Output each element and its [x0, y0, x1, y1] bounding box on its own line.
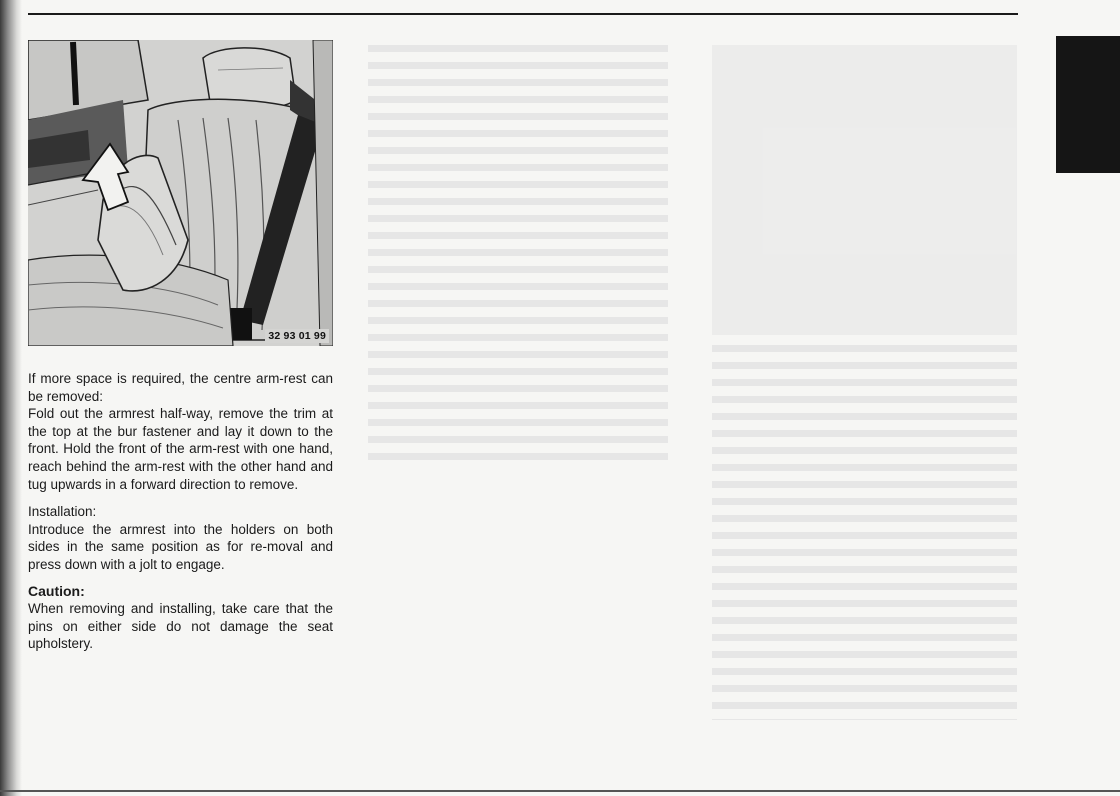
installation-label: Installation:: [28, 504, 97, 520]
thumb-index-tab: [1056, 36, 1120, 173]
show-through-image: [712, 45, 1017, 335]
installation-instructions: Introduce the armrest into the holders on both sides in the same position as for re-moval and press down with a jolt to engage.: [28, 521, 333, 572]
caution-heading: Caution:: [28, 582, 85, 599]
show-through-text-middle: [368, 45, 668, 470]
figure-armrest-removal: [28, 40, 333, 346]
rear-seat-armrest-illustration: [28, 40, 333, 346]
intro-paragraph: If more space is required, the centre arm-rest can be removed:: [28, 371, 333, 404]
show-through-text-right: [712, 345, 1017, 720]
top-rule: [28, 13, 1018, 15]
bottom-edge: [0, 790, 1120, 792]
figure-number: 32 93 01 99: [265, 329, 329, 343]
page-binding-shadow: [0, 0, 22, 796]
caution-text: When removing and installing, take care that the pins on either side do not damage the seat upholstery.: [28, 601, 333, 652]
text-column: [28, 370, 333, 653]
removal-instructions: Fold out the armrest half-way, remove the trim at the top at the bur fastener and lay it down to the front. Hold the front of the arm-rest with one hand, reach behind the arm-rest with the other hand and tug upwards in a forward direction to remove.: [28, 406, 333, 492]
